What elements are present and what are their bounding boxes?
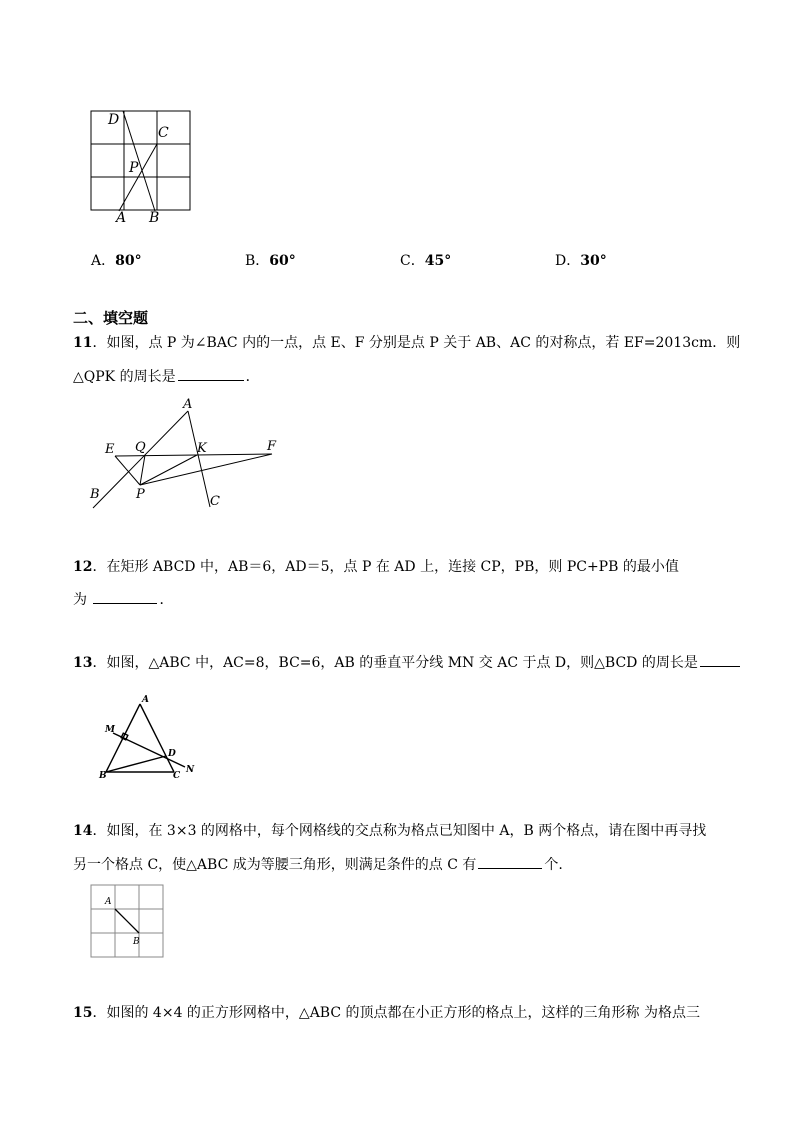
label-F: F <box>267 439 277 454</box>
q11-line1: 11．如图，点 P 为∠BAC 内的一点，点 E、F 分别是点 P 关于 AB、AC 的对称点，若 EF=2013cm．则 <box>73 335 741 351</box>
section-heading: 二、填空题 <box>73 309 149 327</box>
option-a: A．80° <box>91 253 142 269</box>
q15-line1: 15．如图的 4×4 的正方形网格中，△ABC 的顶点都在小正方形的格点上，这样的三角形称 为格点三 <box>73 1005 700 1021</box>
label-Q: Q <box>135 440 146 455</box>
label-A: A <box>183 397 193 412</box>
label-C: C <box>173 771 181 781</box>
label-B: B <box>149 210 160 225</box>
figure-q14-grid <box>88 882 168 962</box>
q14-line1: 14．如图，在 3×3 的网格中，每个网格线的交点称为格点已知图中 A，B 两个格点，请在图中再寻找 <box>73 823 707 839</box>
q12-answer-blank[interactable] <box>93 588 157 604</box>
label-M: M <box>105 725 115 735</box>
figure-q11 <box>85 395 285 515</box>
label-K: K <box>197 441 207 456</box>
q13-line1: 13．如图，△ABC 中，AC=8，BC=6，AB 的垂直平分线 MN 交 AC 于点 D，则△BCD 的周长是 <box>73 651 742 674</box>
q11-line2: △QPK 的周长是 ． <box>73 365 260 388</box>
label-C: C <box>158 125 169 141</box>
figure-q10-grid <box>85 105 200 225</box>
label-E: E <box>105 442 115 457</box>
figure-q13 <box>98 690 208 785</box>
label-D: D <box>168 749 176 759</box>
label-P: P <box>136 487 145 502</box>
label-B: B <box>133 937 140 947</box>
q14-answer-blank[interactable] <box>478 853 542 869</box>
q13-answer-blank[interactable] <box>700 651 740 667</box>
label-A: A <box>105 897 112 907</box>
option-c: C．45° <box>400 253 452 269</box>
q14-line2: 另一个格点 C，使△ABC 成为等腰三角形，则满足条件的点 C 有 个. <box>73 853 563 876</box>
label-A: A <box>116 210 127 225</box>
q12-line1: 12．在矩形 ABCD 中，AB＝6，AD＝5，点 P 在 AD 上，连接 CP，PB，则 PC+PB 的最小值 <box>73 559 679 575</box>
q12-line2: 为 ． <box>73 588 173 611</box>
label-N: N <box>186 765 195 775</box>
label-A: A <box>142 695 149 705</box>
label-C: C <box>210 494 220 509</box>
label-B: B <box>90 487 100 502</box>
option-b: B．60° <box>245 253 296 269</box>
q11-answer-blank[interactable] <box>178 365 244 381</box>
label-P: P <box>129 160 139 176</box>
label-B: B <box>99 771 107 781</box>
label-D: D <box>108 112 120 128</box>
option-d: D．30° <box>555 253 607 269</box>
